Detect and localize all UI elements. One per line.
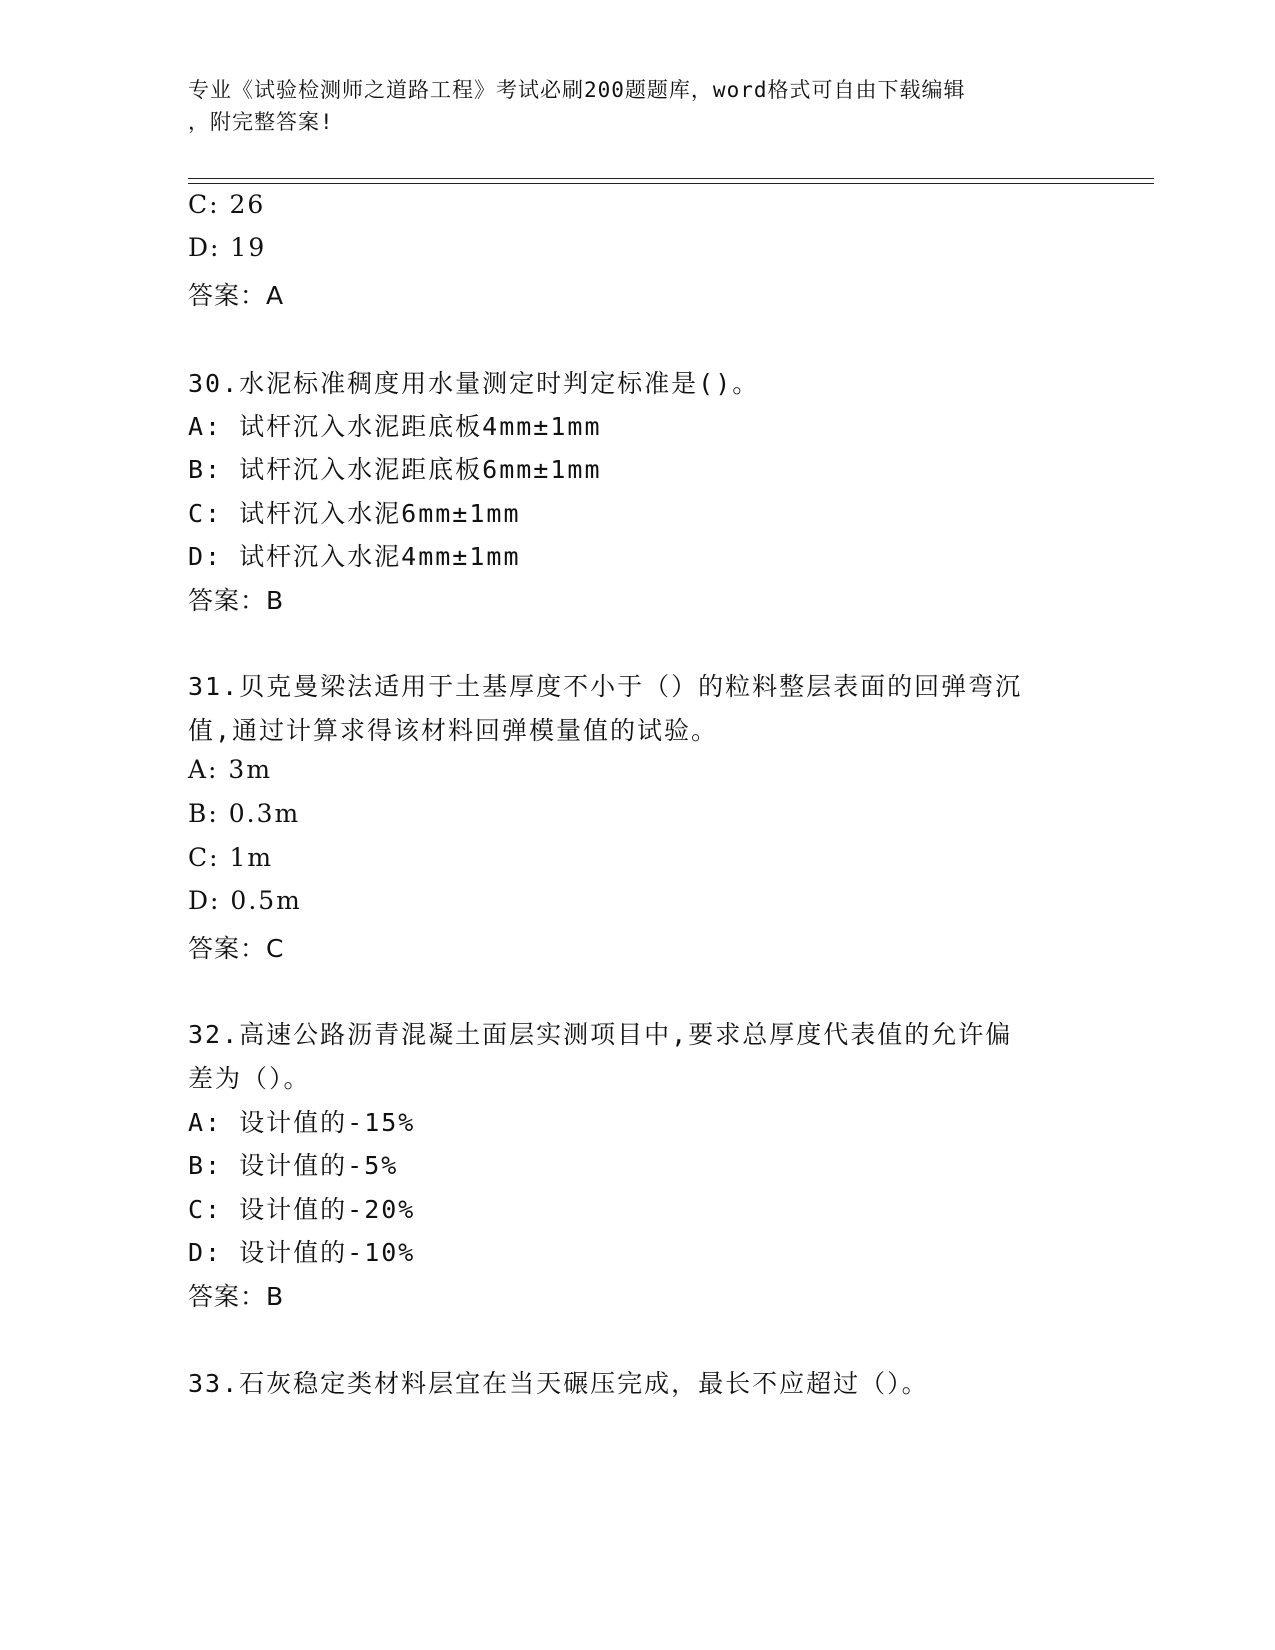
question-33-stem: 33.石灰稳定类材料层宜在当天碾压完成，最长不应超过（）。 [188, 1369, 929, 1398]
question-30-option-b: B: 试杆沉入水泥距底板6mm±1mm [188, 455, 602, 484]
question-32-stem-line1: 32.高速公路沥青混凝土面层实测项目中,要求总厚度代表值的允许偏 [188, 1020, 1013, 1049]
question-32-answer: 答案：B [188, 1282, 285, 1311]
question-31-answer: 答案：C [188, 934, 285, 963]
question-30-answer: 答案：B [188, 586, 285, 615]
question-31-option-d: D: 0.5m [188, 886, 302, 915]
question-31-option-c: C: 1m [188, 843, 274, 872]
document-header [188, 74, 1068, 138]
question-31-option-b: B: 0.3m [188, 799, 301, 828]
header-divider-bottom [188, 183, 1154, 184]
header-divider-top [188, 178, 1154, 179]
option-c: C: 26 [188, 190, 266, 219]
question-32-stem-line2: 差为（）。 [188, 1064, 311, 1093]
option-d: D: 19 [188, 233, 267, 262]
question-31-option-a: A: 3m [188, 755, 273, 784]
question-30-option-a: A: 试杆沉入水泥距底板4mm±1mm [188, 412, 602, 441]
header-title-continuation: ，附完整答案! [188, 110, 334, 134]
question-31-stem-line1: 31.贝克曼梁法适用于土基厚度不小于（）的粒料整层表面的回弹弯沉 [188, 672, 1023, 701]
question-32-option-c: C: 设计值的-20% [188, 1195, 416, 1224]
question-32-option-b: B: 设计值的-5% [188, 1151, 399, 1180]
question-30-option-d: D: 试杆沉入水泥4mm±1mm [188, 542, 521, 571]
question-30-option-c: C: 试杆沉入水泥6mm±1mm [188, 499, 521, 528]
question-31-stem-line2: 值,通过计算求得该材料回弹模量值的试验。 [188, 716, 719, 745]
header-title-line: 专业《试验检测师之道路工程》考试必刷200题题库，word格式可自由下载编辑 [188, 78, 966, 102]
question-32-option-a: A: 设计值的-15% [188, 1108, 416, 1137]
question-30-stem: 30.水泥标准稠度用水量测定时判定标准是()。 [188, 369, 760, 398]
answer: 答案：A [188, 281, 285, 310]
question-32-option-d: D: 设计值的-10% [188, 1238, 416, 1267]
